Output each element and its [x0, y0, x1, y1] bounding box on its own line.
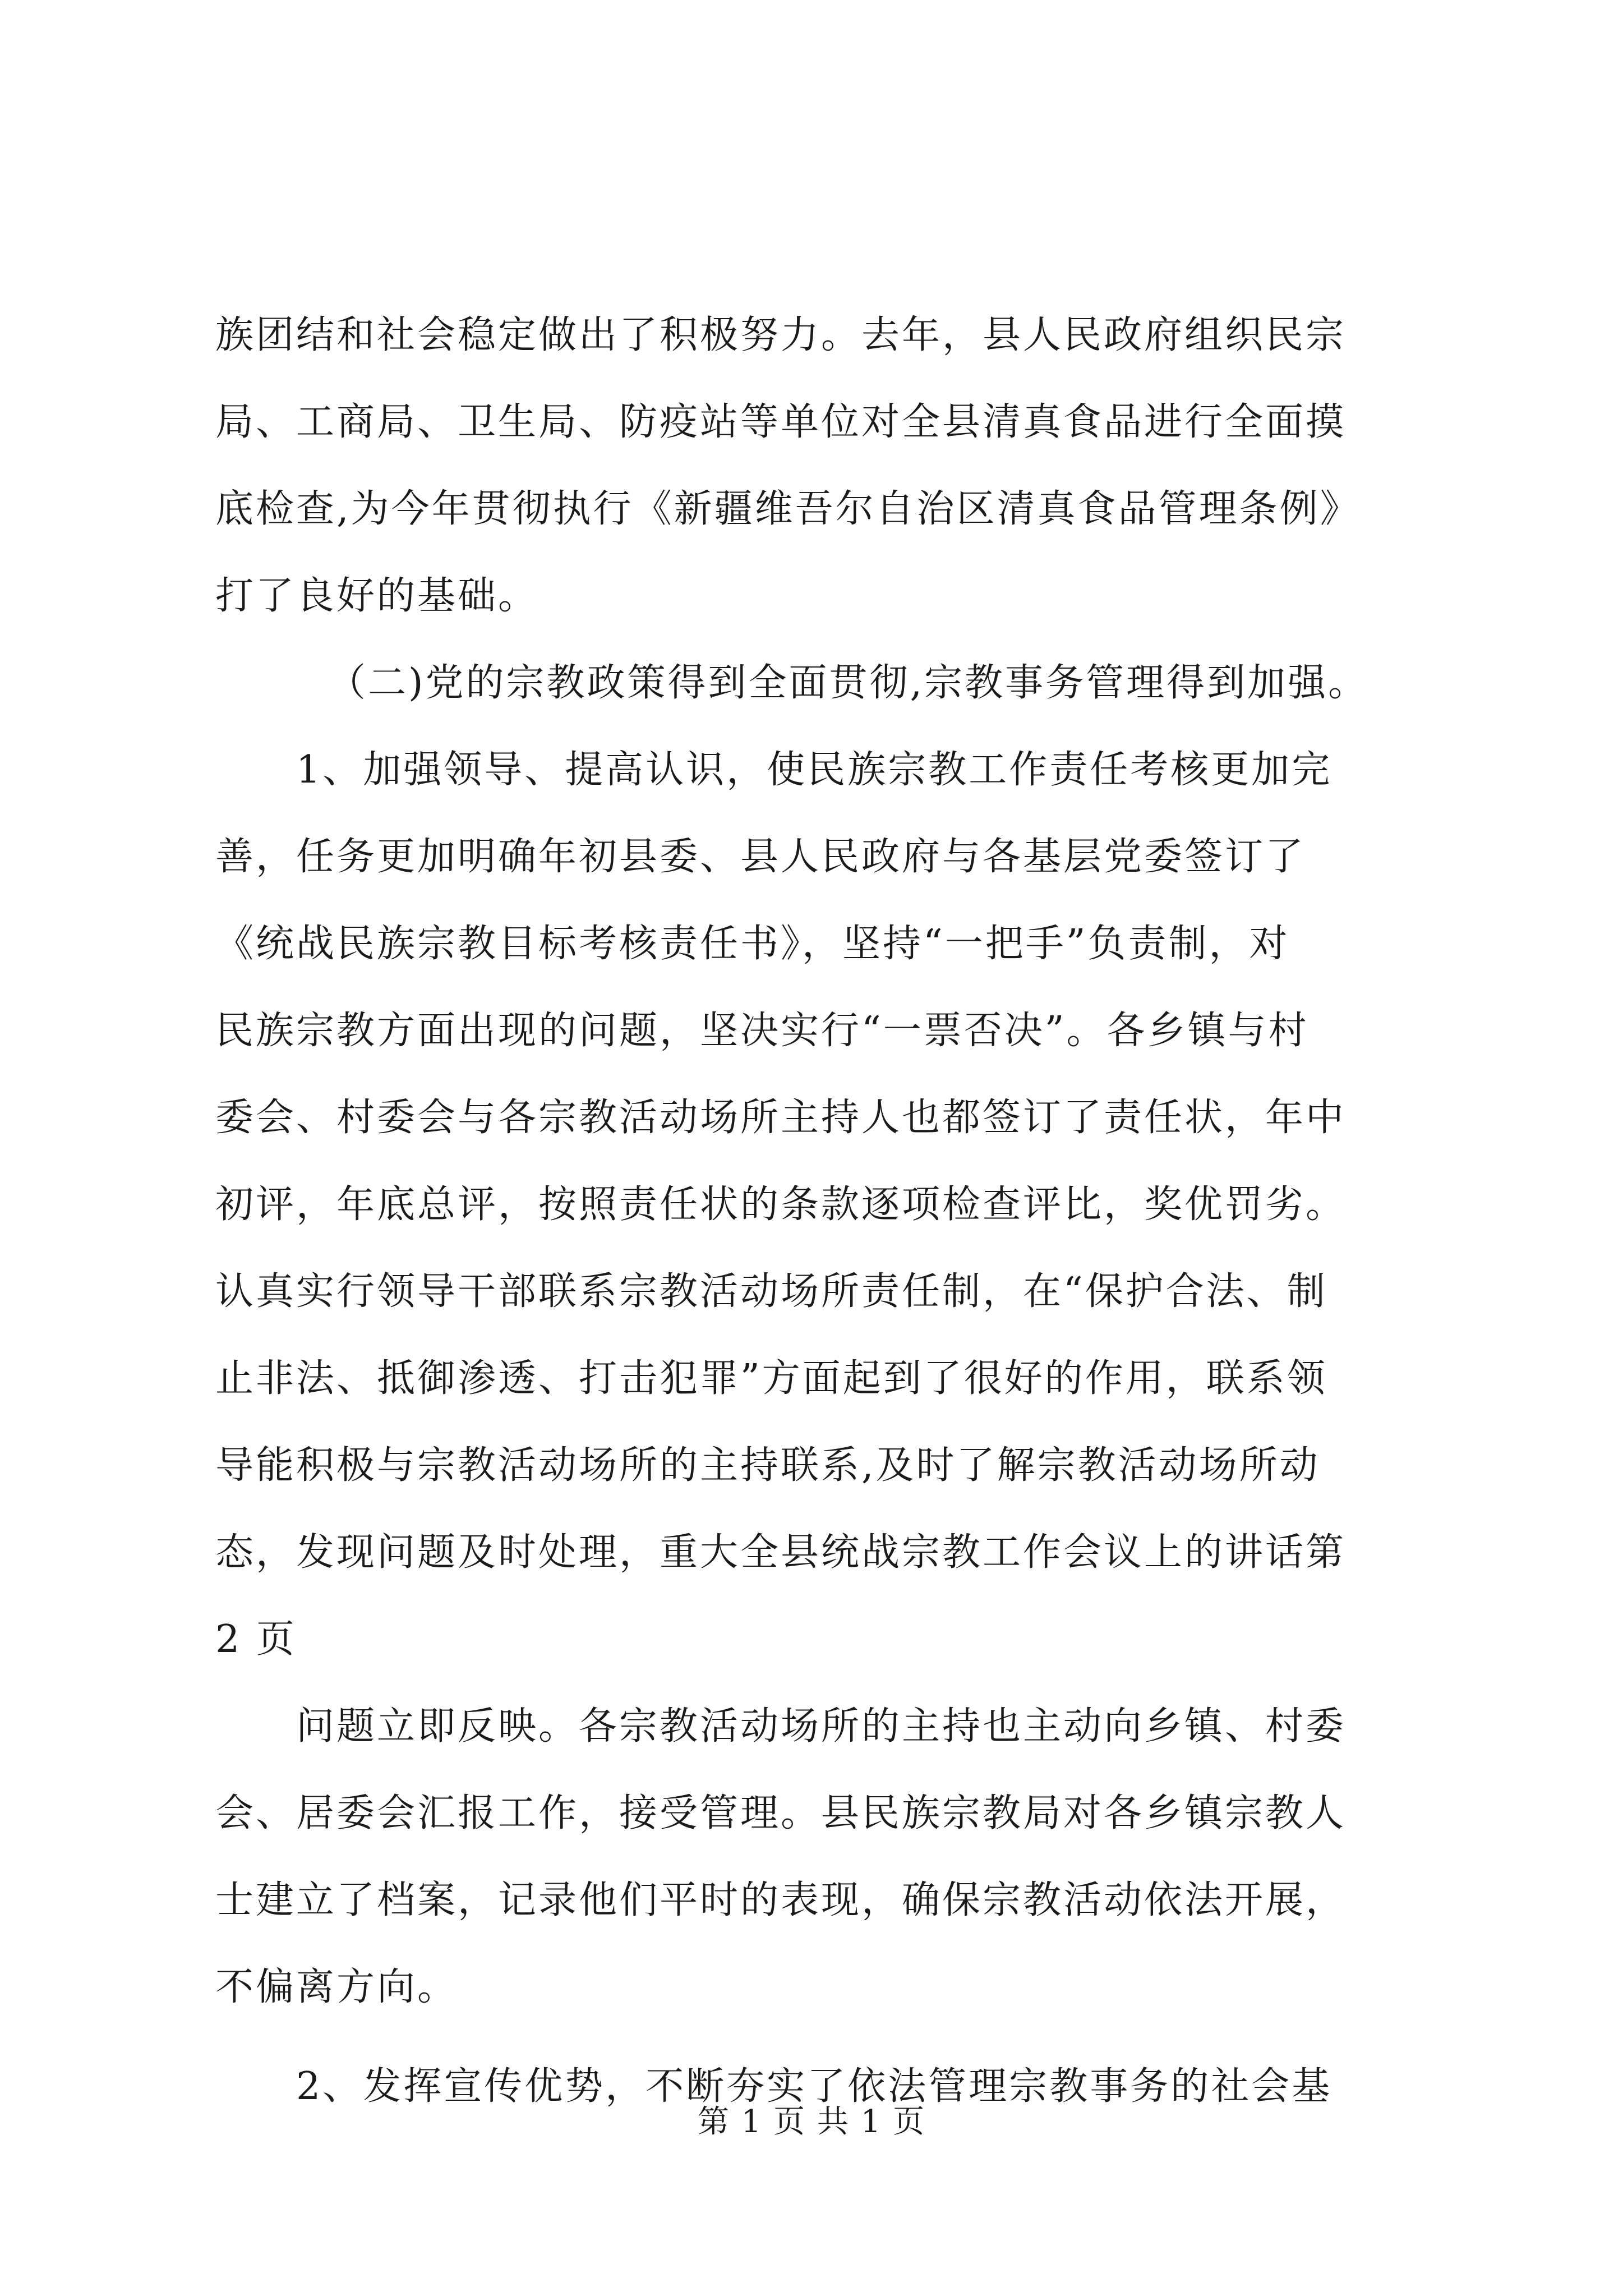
paragraph-line: 族团结和社会稳定做出了积极努力。去年，县人民政府组织民宗 — [215, 313, 1347, 357]
paragraph-line: 止非法、抵御渗透、打击犯罪”方面起到了很好的作用，联系领 — [215, 1356, 1327, 1401]
paragraph-line: 民族宗教方面出现的问题，坚决实行“一票否决”。各乡镇与村 — [215, 1009, 1309, 1053]
paragraph-line: 问题立即反映。各宗教活动场所的主持也主动向乡镇、村委 — [296, 1704, 1347, 1749]
paragraph-line: 导能积极与宗教活动场所的主持联系,及时了解宗教活动场所动 — [215, 1443, 1320, 1488]
paragraph-line: 不偏离方向。 — [215, 1965, 458, 2009]
paragraph-line: 士建立了档案，记录他们平时的表现，确保宗教活动依法开展， — [215, 1878, 1347, 1922]
paragraph-line: 会、居委会汇报工作，接受管理。县民族宗教局对各乡镇宗教人 — [215, 1791, 1347, 1835]
paragraph-line: 底检查,为今年贯彻执行《新疆维吾尔自治区清真食品管理条例》 — [215, 487, 1361, 531]
page-footer: 第 1 页 共 1 页 — [697, 2104, 926, 2140]
paragraph-line: 初评，年底总评，按照责任状的条款逐项检查评比，奖优罚劣。 — [215, 1182, 1347, 1227]
paragraph-line: 2、发挥宣传优势，不断夯实了依法管理宗教事务的社会基 — [296, 2064, 1332, 2109]
paragraph-line: 态，发现问题及时处理，重大全县统战宗教工作会议上的讲话第 — [215, 1530, 1347, 1575]
section-heading: （二)党的宗教政策得到全面贯彻,宗教事务管理得到加强。 — [328, 661, 1369, 705]
paragraph-line: 善，任务更加明确年初县委、县人民政府与各基层党委签订了 — [215, 835, 1306, 879]
paragraph-line: 1、加强领导、提高认识，使民族宗教工作责任考核更加完 — [296, 748, 1332, 792]
paragraph-line: 委会、村委会与各宗教活动场所主持人也都签订了责任状，年中 — [215, 1096, 1347, 1140]
document-body — [215, 292, 1410, 2130]
paragraph-line: 《统战民族宗教目标考核责任书》，坚持“一把手”负责制，对 — [215, 922, 1290, 966]
page-number-inline: 2 页 — [215, 1617, 297, 1662]
paragraph-line: 局、工商局、卫生局、防疫站等单位对全县清真食品进行全面摸 — [215, 400, 1347, 444]
paragraph-line: 认真实行领导干部联系宗教活动场所责任制，在“保护合法、制 — [215, 1269, 1327, 1314]
paragraph-line: 打了良好的基础。 — [215, 574, 539, 618]
